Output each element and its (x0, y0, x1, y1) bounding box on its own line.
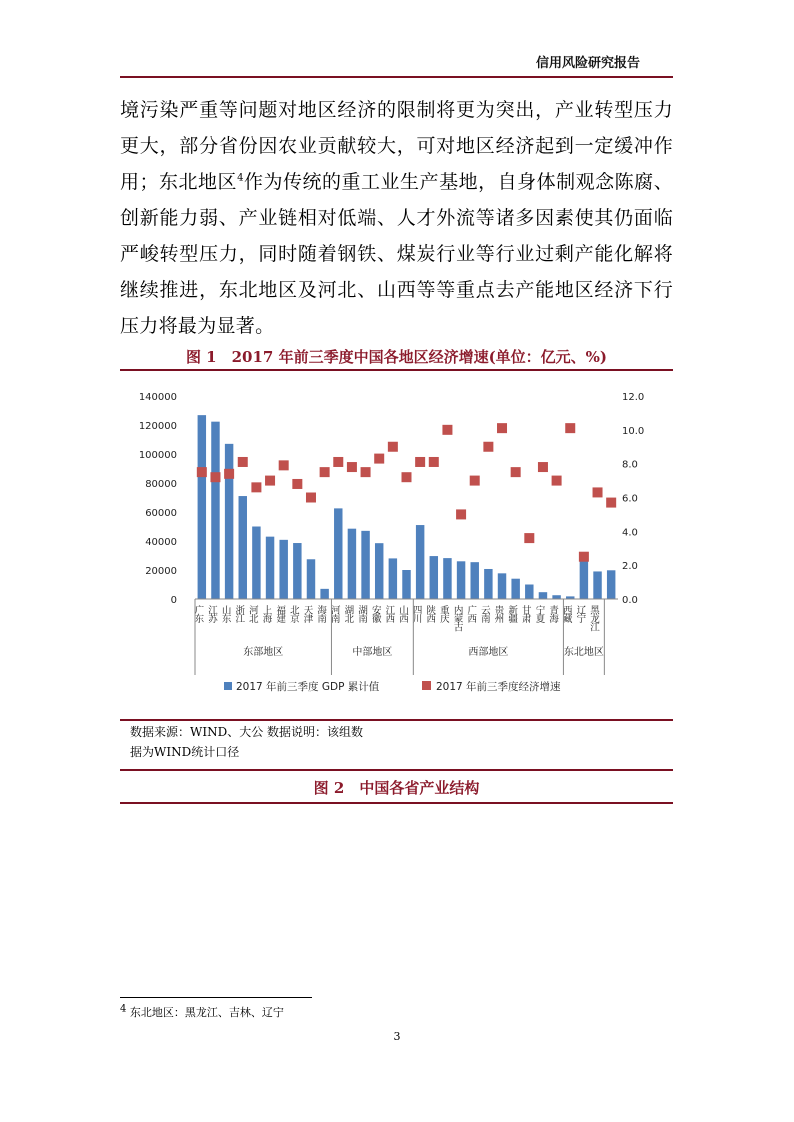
growth-marker (497, 423, 507, 433)
footnote-rule (120, 997, 312, 998)
growth-marker (251, 482, 261, 492)
left-axis-tick-label: 0 (170, 595, 177, 606)
gdp-bar (443, 558, 451, 599)
growth-marker (347, 462, 357, 472)
growth-marker (210, 472, 220, 482)
figure1-top-rule (120, 369, 673, 371)
growth-marker (593, 487, 603, 497)
right-axis-tick-label: 4.0 (622, 527, 638, 539)
left-axis-tick-label: 100000 (138, 450, 177, 461)
gdp-bar (552, 595, 560, 599)
growth-marker (224, 469, 234, 479)
category-label: 新疆 (506, 605, 518, 622)
right-axis-tick-label: 12.0 (622, 392, 645, 403)
growth-marker (442, 425, 452, 435)
gdp-bar (225, 444, 233, 599)
category-label: 宁夏 (533, 605, 545, 622)
left-axis-tick-label: 140000 (138, 392, 177, 403)
category-label: 山东 (219, 605, 231, 622)
growth-marker (538, 462, 548, 472)
gdp-bar (498, 573, 506, 599)
growth-marker (524, 533, 534, 543)
gdp-bar (279, 540, 287, 599)
category-label: 四川 (410, 605, 422, 622)
legend-label-gdp: 2017 年前三季度 GDP 累计值 (236, 681, 380, 693)
gdp-growth-chart (120, 372, 673, 714)
figure1-bottom-rule (120, 719, 673, 721)
category-label: 天津 (301, 605, 313, 622)
group-label: 中部地区 (352, 647, 393, 658)
legend-swatch-growth (422, 681, 431, 690)
category-label: 江西 (383, 605, 395, 622)
growth-marker (402, 472, 412, 482)
growth-marker (470, 476, 480, 486)
growth-marker (306, 493, 316, 503)
category-label: 北京 (287, 605, 299, 622)
category-label: 福建 (274, 605, 286, 622)
category-label: 湖南 (356, 605, 368, 622)
gdp-bar (198, 415, 206, 599)
category-label: 西藏 (560, 605, 572, 622)
category-label: 上海 (260, 605, 272, 622)
group-label: 东北地区 (563, 647, 604, 658)
footnote-text: 东北地区：黑龙江、吉林、辽宁 (129, 1006, 284, 1019)
gdp-bar (375, 543, 383, 599)
body-paragraph (120, 92, 673, 344)
figure1-title: 图 1 2017 年前三季度中国各地区经济增速(单位：亿元、%) (185, 348, 608, 366)
group-label: 东部地区 (243, 647, 284, 658)
footnote-marker: 4 (120, 1003, 127, 1015)
growth-marker (388, 442, 398, 452)
category-label: 广西 (465, 605, 477, 622)
chart-container (120, 372, 673, 714)
paragraph-text-before: 境污染严重等问题对地区经济的限制将更为突出，产业转型压力更大，部分省份因农业贡献较大，可对地区经济起到一定缓冲作用；东北地区 (120, 99, 673, 193)
category-label: 辽宁 (574, 605, 586, 622)
right-axis-tick-label: 8.0 (622, 459, 638, 471)
gdp-bar (320, 589, 328, 599)
gdp-bar (293, 543, 301, 599)
left-axis-tick-label: 40000 (145, 537, 177, 548)
footnote (120, 1004, 284, 1020)
growth-marker (552, 476, 562, 486)
report-header: 信用风险研究报告 (535, 56, 640, 71)
gdp-bar (266, 537, 274, 599)
gdp-bar (511, 579, 519, 599)
category-label: 海南 (315, 605, 327, 622)
category-label: 青海 (547, 605, 559, 622)
category-label: 河北 (246, 605, 258, 622)
right-axis-tick-label: 2.0 (622, 561, 638, 573)
growth-marker (429, 457, 439, 467)
gdp-bar (457, 561, 465, 599)
category-label: 河南 (328, 605, 340, 622)
figure2-bottom-rule (120, 802, 673, 804)
category-label: 安徽 (369, 605, 381, 622)
right-axis-tick-label: 6.0 (622, 493, 638, 505)
gdp-bar (430, 556, 438, 599)
category-label: 重庆 (437, 605, 449, 622)
growth-marker (579, 552, 589, 562)
figure2-top-rule (120, 769, 673, 771)
growth-marker (511, 467, 521, 477)
growth-marker (483, 442, 493, 452)
gdp-bar (402, 570, 410, 599)
category-label: 广东 (192, 605, 204, 622)
gdp-bar (361, 531, 369, 599)
legend-swatch-gdp (224, 682, 232, 690)
gdp-bar (484, 569, 492, 599)
gdp-bar (239, 496, 247, 599)
left-axis-tick-label: 80000 (145, 479, 177, 490)
paragraph-text-after: 作为传统的重工业生产基地，自身体制观念陈腐、 创新能力弱、产业链相对低端、人才外流等诸多因素使其仍面临 严峻转型压力，同时随着钢铁、煤炭行业等行业过剩产能化解将 继续推进，东北地区及河北、山西等等重点去产能地区经济下行 压力将最为显著。 (120, 171, 673, 337)
gdp-bar (470, 562, 478, 599)
category-label: 云南 (478, 605, 490, 622)
gdp-bar (525, 585, 533, 600)
growth-marker (456, 509, 466, 519)
growth-marker (333, 457, 343, 467)
gdp-bar (334, 508, 342, 599)
right-axis-tick-label: 0.0 (622, 595, 638, 606)
growth-marker (374, 454, 384, 464)
growth-marker (279, 460, 289, 470)
group-label: 西部地区 (468, 647, 509, 658)
category-label: 湖北 (342, 605, 354, 622)
category-label: 浙江 (233, 605, 245, 622)
gdp-bar (580, 561, 588, 599)
category-label: 甘肃 (519, 605, 531, 622)
growth-marker (197, 467, 207, 477)
category-label: 陕西 (424, 605, 436, 622)
left-axis-tick-label: 60000 (145, 508, 177, 519)
data-source-note: 数据来源：WIND、大公 数据说明：该组数据为WIND统计口径 (130, 725, 364, 759)
category-label: 贵州 (492, 605, 504, 622)
growth-marker (238, 457, 248, 467)
footnote-ref[interactable]: 4 (237, 172, 244, 184)
growth-marker (606, 498, 616, 508)
gdp-bar (389, 558, 397, 599)
growth-marker (320, 467, 330, 477)
figure2-title: 图 2 中国各省产业结构 (313, 779, 480, 797)
growth-marker (361, 467, 371, 477)
gdp-bar (593, 571, 601, 599)
category-label: 山西 (397, 605, 408, 622)
category-label: 内蒙古 (451, 605, 463, 631)
left-axis-tick-label: 120000 (138, 421, 177, 432)
gdp-bar (307, 559, 315, 599)
gdp-bar (607, 570, 615, 599)
growth-marker (565, 423, 575, 433)
page-number: 3 (393, 1030, 401, 1043)
gdp-bar (539, 592, 547, 599)
gdp-bar (416, 525, 424, 599)
growth-marker (265, 476, 275, 486)
category-label: 黑龙江 (588, 605, 600, 631)
left-axis-tick-label: 20000 (145, 566, 177, 577)
header-rule (120, 76, 673, 78)
category-label: 江苏 (205, 605, 217, 622)
gdp-bar (211, 422, 219, 599)
growth-marker (415, 457, 425, 467)
gdp-bar (348, 529, 356, 599)
gdp-bar (252, 527, 260, 600)
growth-marker (292, 479, 302, 489)
legend-label-growth: 2017 年前三季度经济增速 (436, 681, 561, 693)
right-axis-tick-label: 10.0 (622, 425, 645, 437)
